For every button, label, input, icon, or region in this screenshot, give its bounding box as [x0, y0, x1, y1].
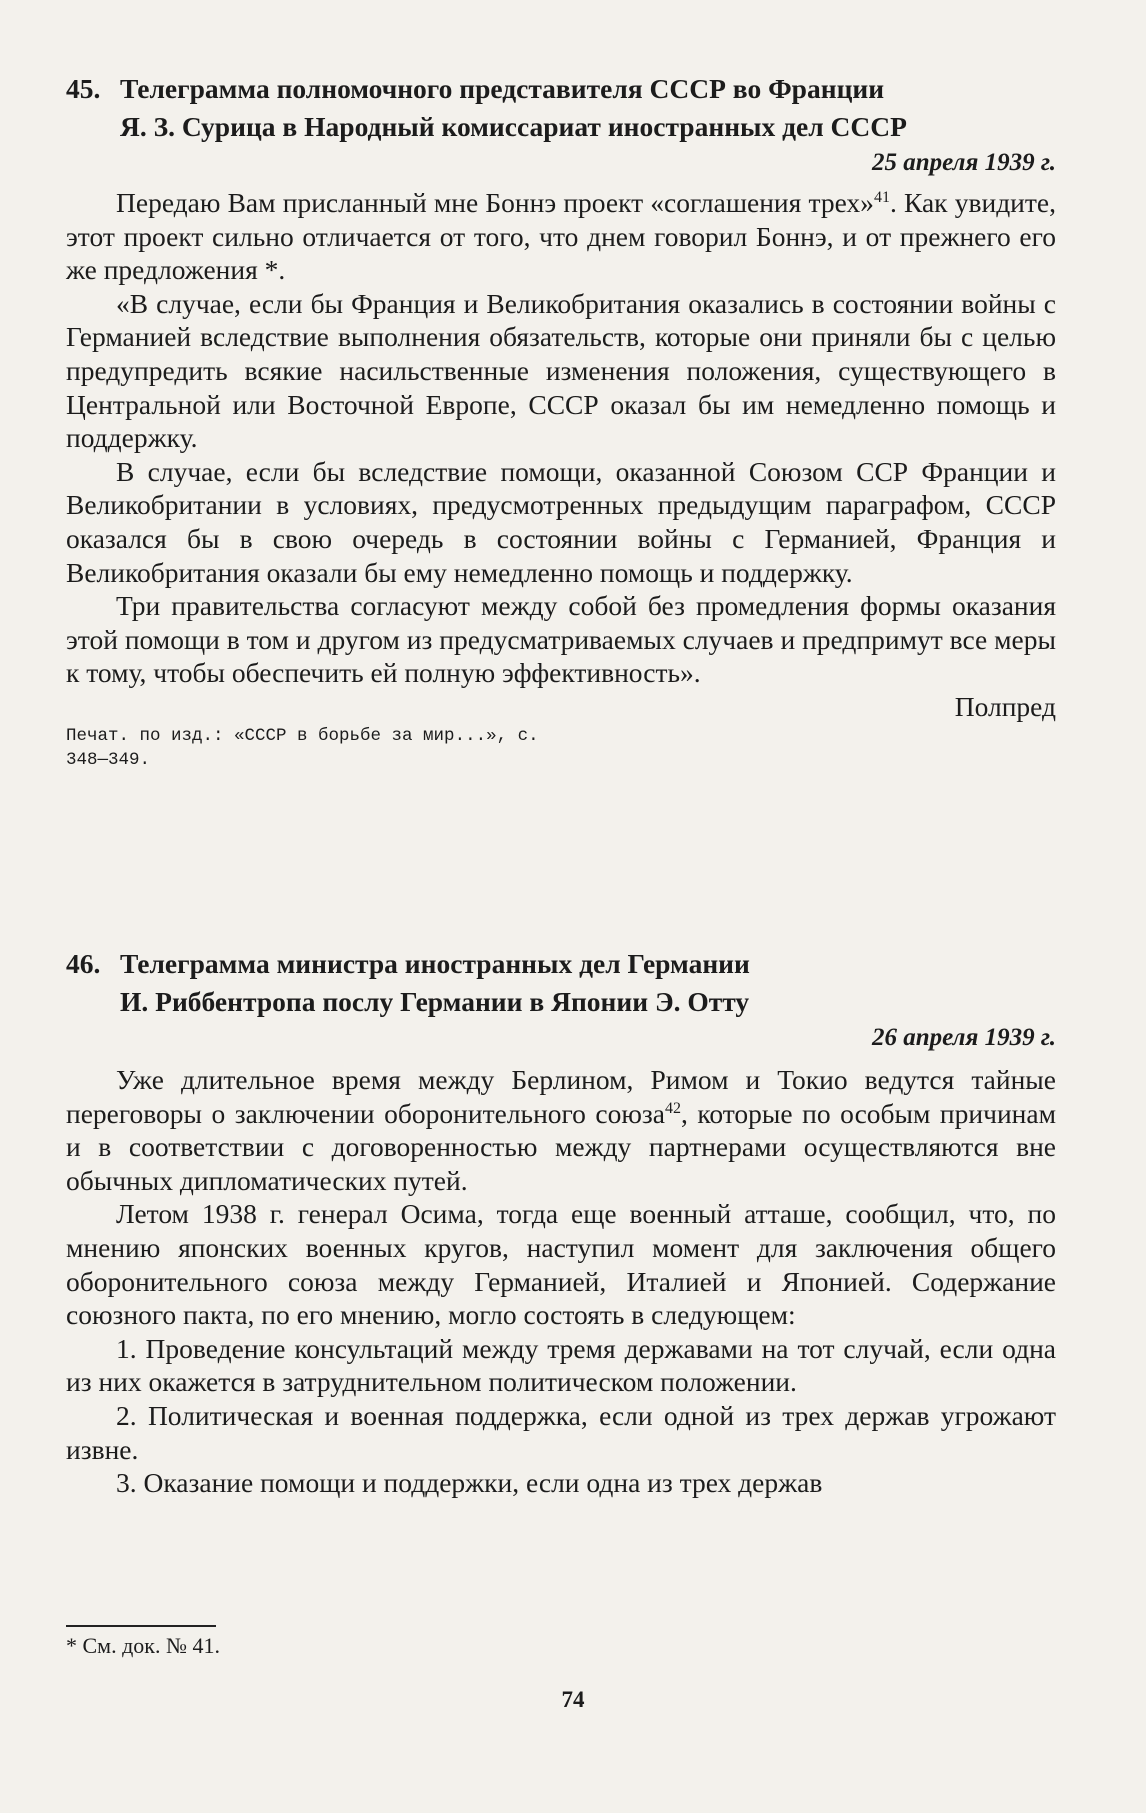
doc-46-date: 26 апреля 1939 г. — [872, 1024, 1056, 1051]
doc-46-paragraph-5: 3. Оказание помощи и поддержки, если одна из трех держав — [116, 1467, 823, 1499]
doc-45-source: Печат. по изд.: «СССР в борьбе за мир...», с. 348—349. — [66, 725, 539, 770]
doc-46-paragraph-2: Летом 1938 г. генерал Осима, тогда еще военный атташе, сообщил, что, по мнению японских военных кругов, наступил момент для заключения общего оборонительного союза между Германией, Италией и Японией. Содержание союзного пакта, по его мнению, могло состоять в следующем: — [66, 1198, 1056, 1331]
doc-46-p1-text-b: , которые по особым причинам и в соответствии с договоренностью между партнерами осуществляются вне обычных дипломатических путей. — [66, 1097, 1056, 1196]
doc-45-paragraph-1 — [66, 186, 1056, 287]
doc-45-p1-text-b: . Как увидите, этот проект сильно отличается от того, что днем говорил Боннэ, и от прежнего его же предложения *. — [66, 187, 1056, 286]
doc-46-footnote-ref: 42 — [665, 1099, 682, 1117]
doc-45-paragraph-4: Три правительства согласуют между собой без промедления формы оказания этой помощи в том и другом из предусматриваемых случаев и предпримут все меры к тому, чтобы обеспечить ей полную эффективность». — [66, 590, 1056, 689]
doc-45-date: 25 апреля 1939 г. — [872, 149, 1056, 176]
doc-46-heading — [66, 945, 1056, 1021]
doc-45-signature: Полпред — [954, 690, 1056, 722]
doc-45-paragraph-2: «В случае, если бы Франция и Великобритания оказались в состоянии войны с Германией вследствие выполнения обязательств, которые они приняли бы с целью предупредить всякие насильственные изменения положения, существующего в Центральной или Восточной Европе, СССР оказал бы им немедленно помощь и поддержку. — [66, 287, 1056, 454]
footnote-divider — [66, 1625, 216, 1627]
doc-46-title-line1: Телеграмма министра иностранных дел Германии — [120, 948, 750, 979]
doc-45-title-line1: Телеграмма полномочного представителя СССР во Франции — [120, 73, 885, 104]
doc-46-p1-text-a: Уже длительное время между Берлином, Римом и Токио ведутся тайные переговоры о заключении оборонительного союза — [66, 1064, 1056, 1129]
doc-46 — [66, 945, 1056, 1500]
doc-45 — [66, 70, 1056, 772]
doc-45-number: 45. — [66, 73, 101, 104]
doc-45-title-line2: Я. З. Сурица в Народный комиссариат иностранных дел СССР — [120, 111, 907, 142]
doc-45-footnote-ref: 41 — [873, 188, 890, 206]
doc-46-paragraph-3: 1. Проведение консультаций между тремя державами на тот случай, если одна из них окажется в затруднительном политическом положении. — [66, 1332, 1056, 1398]
page-number: 74 — [561, 1687, 585, 1712]
footnotes — [66, 1632, 1056, 1660]
doc-45-p1-text-a: Передаю Вам присланный мне Боннэ проект «соглашения трех» — [116, 187, 874, 218]
doc-46-paragraph-1 — [66, 1063, 1056, 1197]
doc-45-paragraph-3: В случае, если бы вследствие помощи, оказанной Союзом ССР Франции и Великобритании в условиях, предусмотренных предыдущим параграфом, СССР оказался бы в свою очередь в состоянии войны с Германией, Франция и Великобритания оказали бы ему немедленно помощь и поддержку. — [66, 455, 1056, 588]
doc-46-paragraph-4: 2. Политическая и военная поддержка, если одной из трех держав угрожают извне. — [66, 1399, 1056, 1465]
doc-46-number: 46. — [66, 948, 101, 979]
doc-46-title-line2: И. Риббентропа послу Германии в Японии Э. Отту — [120, 986, 750, 1017]
footnote-text: * См. док. № 41. — [66, 1633, 220, 1658]
doc-45-heading — [66, 70, 1056, 146]
